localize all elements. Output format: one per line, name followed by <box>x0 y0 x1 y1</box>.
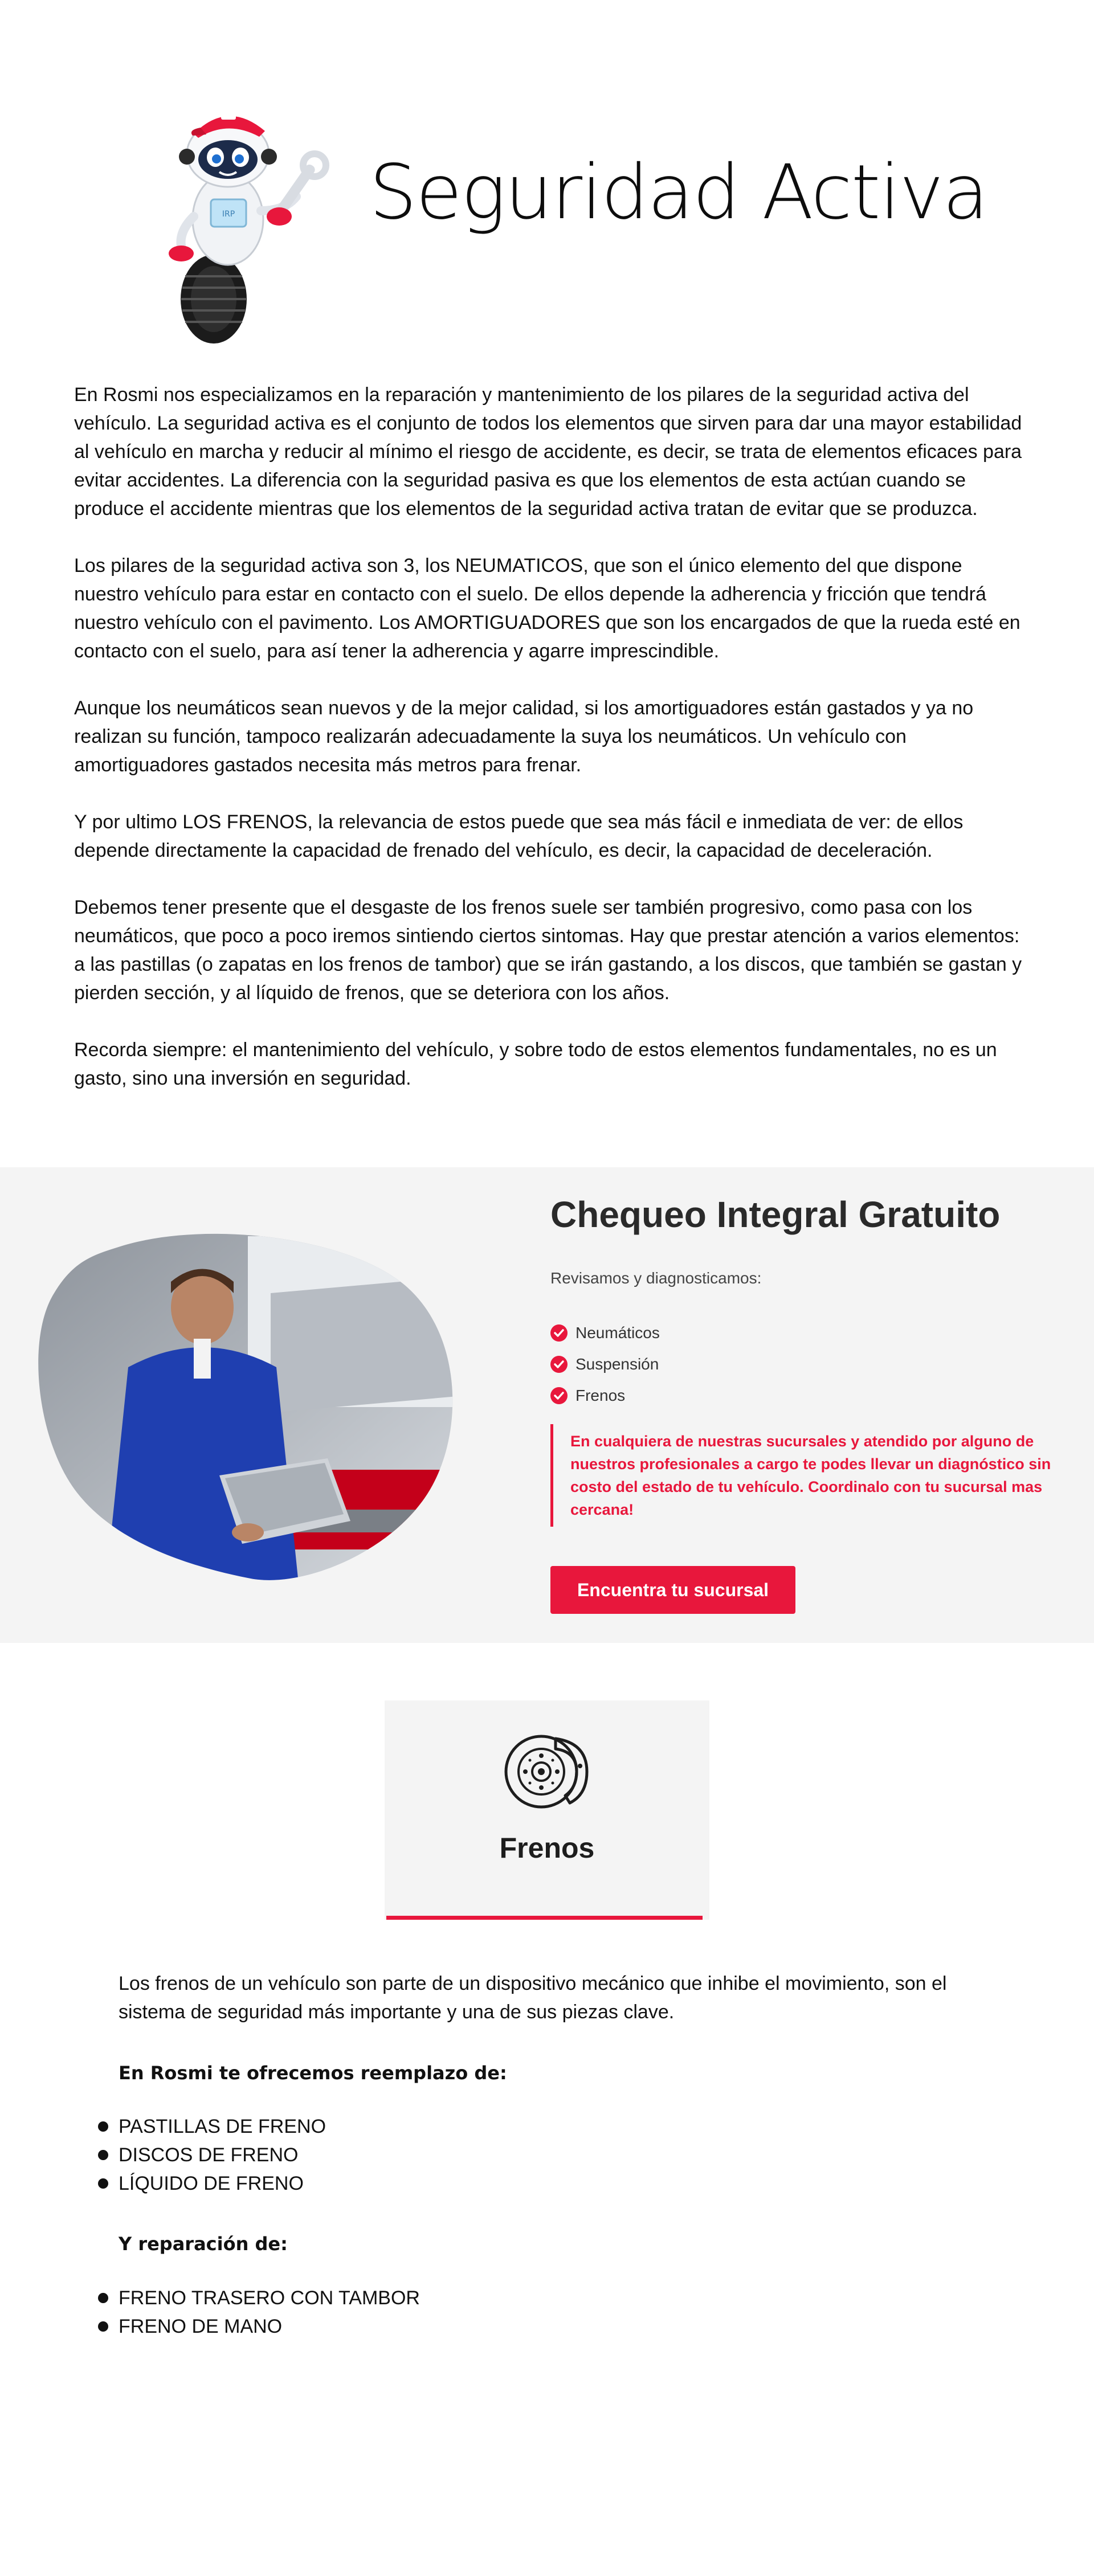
frenos-card[interactable] <box>385 1700 709 1920</box>
intro-paragraph: Debemos tener presente que el desgaste de los frenos suele ser también progresivo, como pasa con los neumáticos, que poco a poco iremos sintiendo ciertos sintomas. Hay que prestar atención a varios elementos: a las pastillas (o zapatas en los frenos de tambor) que se irán gastando, a los discos, que también se gastan y pierden sección, y al líquido de frenos, que se deteriora con los años. <box>74 897 1022 1004</box>
list-item <box>119 2169 326 2198</box>
list-item <box>119 2141 326 2169</box>
svg-text:IRP: IRP <box>222 210 235 219</box>
list-item-label: Neumáticos <box>575 1323 660 1342</box>
intro-section <box>74 381 1031 1121</box>
list-item-label: Frenos <box>575 1386 626 1404</box>
bullet-icon <box>98 2293 108 2303</box>
list-item-label: FRENO TRASERO CON TAMBOR <box>119 2287 420 2309</box>
intro-paragraph: Y por ultimo LOS FRENOS, la relevancia de estos puede que sea más fácil e inmediata de ver: de ellos depende directamente la capacidad de frenado del vehículo, es decir, la capacidad de deceleración. <box>74 811 964 861</box>
bullet-icon <box>98 2321 108 2332</box>
list-item-label: FRENO DE MANO <box>119 2316 283 2337</box>
list-item-label: DISCOS DE FRENO <box>119 2144 299 2166</box>
repair-heading: Y reparación de: <box>119 2233 288 2255</box>
list-item <box>119 2112 326 2141</box>
intro-paragraph: Recorda siempre: el mantenimiento del vehículo, y sobre todo de estos elementos fundamentales, no es un gasto, sino una inversión en seguridad. <box>74 1039 997 1089</box>
checkup-note: En cualquiera de nuestras sucursales y atendido por alguno de nuestros profesionales a cargo te podes llevar un diagnóstico sin costo del estado de tu vehículo. Coordinalo con tu sucursal mas cercana! <box>550 1424 1083 1527</box>
frenos-card-title: Frenos <box>499 1832 595 1864</box>
mechanic-laptop-photo <box>31 1225 464 1589</box>
bullet-icon <box>98 2150 108 2160</box>
intro-paragraph: Aunque los neumáticos sean nuevos y de la mejor calidad, si los amortiguadores están gastados y ya no realizan su función, tampoco realizarán adecuadamente la suya los neumáticos. Un vehículo con amortiguadores gastados necesita más metros para frenar. <box>74 697 974 776</box>
check-circle-icon <box>550 1356 568 1373</box>
find-branch-button[interactable]: Encuentra tu sucursal <box>550 1566 795 1614</box>
replace-list <box>119 2112 326 2198</box>
check-circle-icon <box>550 1324 568 1342</box>
checkup-list <box>550 1317 660 1411</box>
page-title: Seguridad Activa <box>369 149 988 236</box>
brake-disc-icon <box>501 1726 593 1812</box>
list-item <box>119 2312 420 2341</box>
list-item-label: Suspensión <box>575 1355 659 1373</box>
robot-mascot-icon <box>154 80 348 347</box>
repair-list <box>119 2284 420 2341</box>
list-item <box>550 1317 660 1348</box>
list-item-label: LÍQUIDO DE FRENO <box>119 2173 304 2194</box>
hero-section <box>0 0 1094 353</box>
active-underline <box>386 1916 703 1920</box>
bullet-icon <box>98 2121 108 2132</box>
check-circle-icon <box>550 1387 568 1404</box>
replace-heading: En Rosmi te ofrecemos reemplazo de: <box>119 2062 507 2084</box>
list-item <box>550 1348 660 1380</box>
list-item-label: PASTILLAS DE FRENO <box>119 2116 326 2137</box>
checkup-title: Chequeo Integral Gratuito <box>550 1194 1001 1235</box>
checkup-subtitle: Revisamos y diagnosticamos: <box>550 1269 762 1287</box>
intro-paragraph: En Rosmi nos especializamos en la reparación y mantenimiento de los pilares de la seguridad activa del vehículo. La seguridad activa es el conjunto de todos los elementos que sirven para dar una mayor estabilidad al vehículo en marcha y reducir al mínimo el riesgo de accidente, es decir, se trata de elementos eficaces para evitar accidentes. La diferencia con la seguridad pasiva es que los elementos de esta actúan cuando se produce el accidente mientras que los elementos de la seguridad activa tratan de evitar que se produzca. <box>74 384 1022 520</box>
bullet-icon <box>98 2178 108 2189</box>
list-item <box>550 1380 660 1411</box>
frenos-description: Los frenos de un vehículo son parte de un dispositivo mecánico que inhibe el movimiento, son el sistema de seguridad más importante y una de sus piezas clave. <box>119 1973 947 2023</box>
list-item <box>119 2284 420 2312</box>
intro-paragraph: Los pilares de la seguridad activa son 3, los NEUMATICOS, que son el único elemento del que dispone nuestro vehículo para estar en contacto con el suelo. De ellos depende la adherencia y fricción que tendrá nuestro vehículo con el pavimento. Los AMORTIGUADORES que son los encargados de que la rueda esté en contacto con el suelo, para así tener la adherencia y agarre imprescindible. <box>74 555 1020 662</box>
